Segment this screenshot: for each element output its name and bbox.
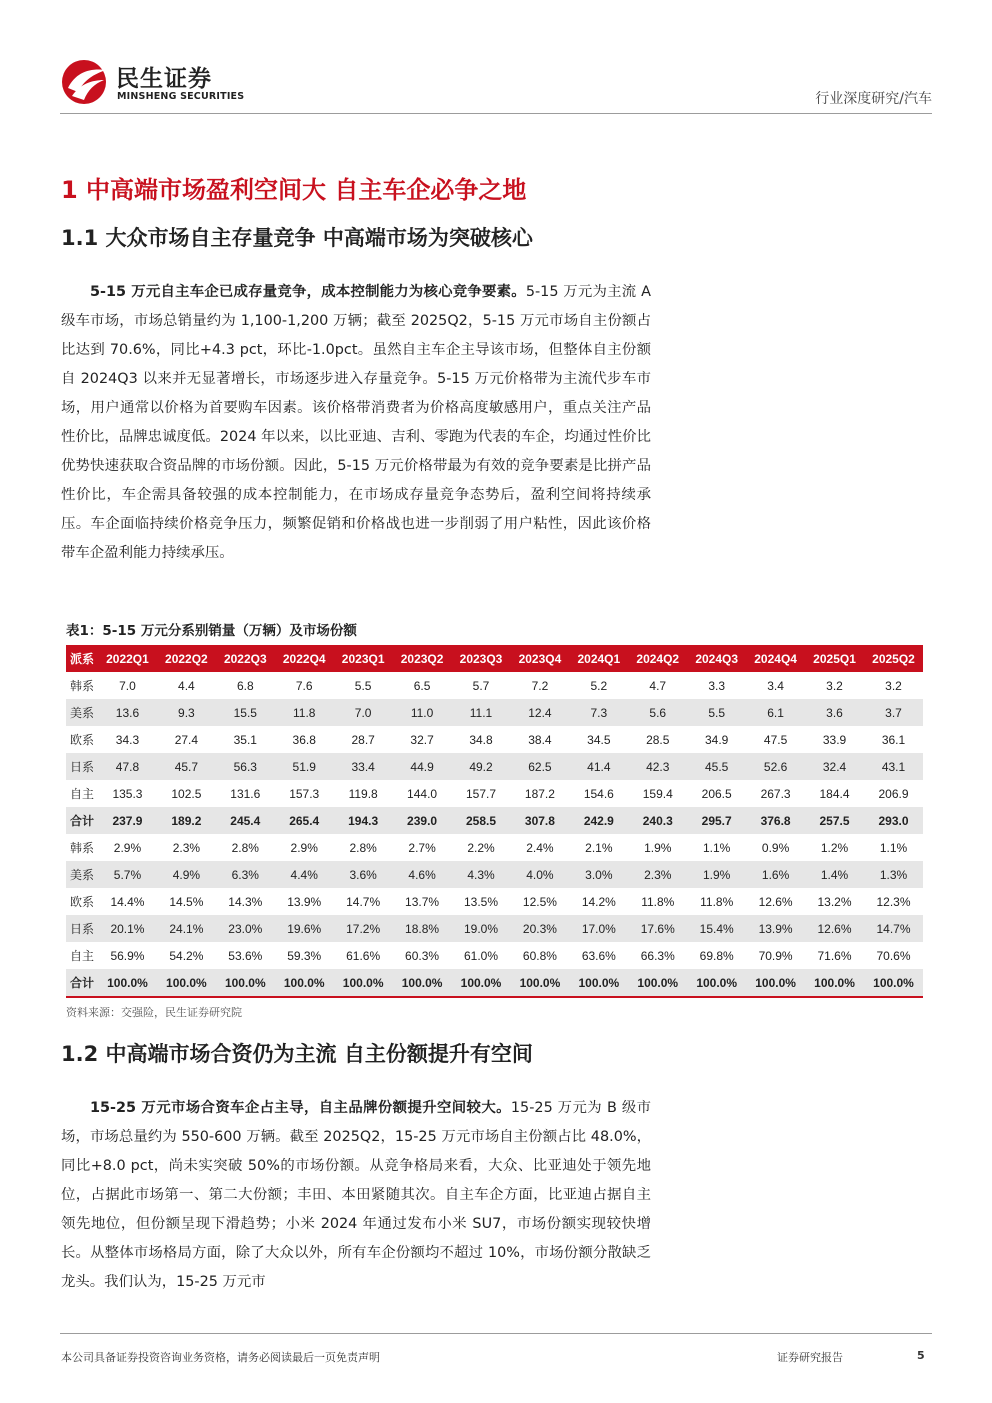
table-source: 资料来源：交强险，民生证券研究院 xyxy=(66,1006,242,1019)
row-label-cell: 韩系 xyxy=(69,679,94,693)
table-cell: 19.0% xyxy=(452,915,511,942)
table-cell: 100.0% xyxy=(216,969,275,997)
table-cell: 69.8% xyxy=(699,948,734,963)
table-cell: 38.4 xyxy=(528,732,552,747)
row-label-cell: 美系 xyxy=(66,861,98,888)
table-row xyxy=(66,807,923,834)
table-cell: 41.4 xyxy=(569,753,628,780)
table-cell: 71.6% xyxy=(817,948,852,963)
table-header-cell: 2022Q4 xyxy=(275,645,334,672)
table-cell: 119.8 xyxy=(348,786,378,801)
table-cell: 4.3% xyxy=(452,861,511,888)
table-cell: 34.5 xyxy=(587,732,611,747)
table-cell: 7.3 xyxy=(569,699,628,726)
section-1-1-lead: 5-15 万元自主车企已成存量竞争，成本控制能力为核心竞争要素。 xyxy=(90,284,526,300)
table-cell: 100.0% xyxy=(805,969,864,997)
table-cell: 62.5 xyxy=(510,753,569,780)
table-header-cell: 2025Q1 xyxy=(805,645,864,672)
table-cell: 1.1% xyxy=(879,840,908,855)
table-cell: 100.0% xyxy=(334,969,393,997)
table-cell: 35.1 xyxy=(233,732,257,747)
table-cell: 47.5 xyxy=(763,732,788,747)
table-cell: 1.4% xyxy=(805,861,864,888)
table-cell: 15.5 xyxy=(216,699,275,726)
table-row xyxy=(66,888,923,915)
table-cell: 157.7 xyxy=(465,786,496,801)
table-cell: 33.9 xyxy=(822,732,847,747)
table-cell: 3.2 xyxy=(885,678,902,693)
table-cell: 14.2% xyxy=(581,894,616,909)
table-row xyxy=(66,834,923,861)
table-header-cell: 2022Q1 xyxy=(98,645,157,672)
table-cell: 12.5% xyxy=(522,894,557,909)
table-cell: 2.8% xyxy=(349,840,377,855)
table-cell: 24.1% xyxy=(157,915,216,942)
table-cell: 3.6% xyxy=(334,861,393,888)
table-cell: 34.9 xyxy=(705,732,729,747)
table-cell: 36.1 xyxy=(881,732,906,747)
table-cell: 42.3 xyxy=(628,753,687,780)
table-cell: 19.6% xyxy=(275,915,334,942)
table-cell: 60.3% xyxy=(405,948,440,963)
table-cell: 100.0% xyxy=(452,969,511,997)
table-header-cell: 2023Q2 xyxy=(393,645,452,672)
table-cell: 17.2% xyxy=(334,915,393,942)
table-cell: 2.8% xyxy=(231,840,259,855)
table-cell: 20.1% xyxy=(98,915,157,942)
table-cell: 13.9% xyxy=(287,894,322,909)
row-label-cell: 日系 xyxy=(66,753,98,780)
table-header-cell: 2023Q4 xyxy=(510,645,569,672)
table-header-cell: 2024Q4 xyxy=(746,645,805,672)
table-cell: 6.1 xyxy=(746,699,805,726)
table-cell: 17.0% xyxy=(569,915,628,942)
table-cell: 61.0% xyxy=(463,948,498,963)
table-cell: 17.6% xyxy=(628,915,687,942)
table-cell: 307.8 xyxy=(510,807,569,834)
section-1-2-lead: 15-25 万元市场合资车企占主导，自主品牌份额提升空间较大。 xyxy=(90,1100,511,1116)
table-cell: 237.9 xyxy=(98,807,157,834)
table-cell: 157.3 xyxy=(289,786,320,801)
table-cell: 61.6% xyxy=(346,948,381,963)
table-cell: 23.0% xyxy=(216,915,275,942)
logo-chinese-name: 民生证券 xyxy=(116,66,212,92)
row-label-cell: 美系 xyxy=(66,699,98,726)
table-cell: 33.4 xyxy=(334,753,393,780)
table-cell: 144.0 xyxy=(407,786,438,801)
table-cell: 293.0 xyxy=(864,807,923,834)
table-header-cell: 2025Q2 xyxy=(864,645,923,672)
table-cell: 100.0% xyxy=(687,969,746,997)
table-cell: 6.8 xyxy=(236,678,254,693)
table-cell: 184.4 xyxy=(819,786,850,801)
table-cell: 295.7 xyxy=(687,807,746,834)
table-cell: 187.2 xyxy=(524,786,555,801)
table-cell: 7.0 xyxy=(334,699,393,726)
table-cell: 45.7 xyxy=(157,753,216,780)
table-cell: 3.3 xyxy=(708,678,726,693)
table-cell: 5.5 xyxy=(354,678,372,693)
row-label-cell: 合计 xyxy=(66,807,98,834)
table-cell: 131.6 xyxy=(230,786,261,801)
table-cell: 189.2 xyxy=(157,807,216,834)
table-cell: 6.3% xyxy=(216,861,275,888)
table-cell: 12.3% xyxy=(876,894,911,909)
table-cell: 12.4 xyxy=(510,699,569,726)
section-1-1-title: 1.1 大众市场自主存量竞争 中高端市场为突破核心 xyxy=(61,226,533,250)
table-row xyxy=(66,969,923,997)
table-cell: 36.8 xyxy=(292,732,316,747)
table-cell: 11.1 xyxy=(452,699,511,726)
section-1-2-paragraph xyxy=(61,1094,651,1297)
table-cell: 1.2% xyxy=(820,840,849,855)
table-cell: 14.7% xyxy=(346,894,381,909)
table-cell: 100.0% xyxy=(746,969,805,997)
header-divider xyxy=(60,113,932,114)
table-header-cell: 2022Q2 xyxy=(157,645,216,672)
table-cell: 3.4 xyxy=(767,678,784,693)
table-cell: 2.9% xyxy=(113,840,142,855)
sales-share-table xyxy=(66,645,923,998)
table-cell: 44.9 xyxy=(393,753,452,780)
table-cell: 59.3% xyxy=(287,948,322,963)
row-label-cell: 自主 xyxy=(69,949,94,963)
table-cell: 159.4 xyxy=(642,786,673,801)
row-label-cell: 韩系 xyxy=(69,841,94,855)
table-cell: 7.2 xyxy=(531,678,549,693)
table-cell: 14.5% xyxy=(169,894,204,909)
table-cell: 4.9% xyxy=(157,861,216,888)
table-cell: 7.6 xyxy=(295,678,313,693)
table-cell: 15.4% xyxy=(687,915,746,942)
table-cell: 11.8 xyxy=(275,699,334,726)
table-cell: 18.8% xyxy=(393,915,452,942)
table-cell: 206.9 xyxy=(878,786,909,801)
page-header xyxy=(60,58,932,114)
table-cell: 2.4% xyxy=(526,840,554,855)
table-cell: 5.7% xyxy=(98,861,157,888)
row-label-cell: 欧系 xyxy=(69,733,94,747)
table-cell: 7.0 xyxy=(119,678,136,693)
table-cell: 5.6 xyxy=(628,699,687,726)
table-cell: 3.2 xyxy=(826,678,843,693)
table-cell: 70.9% xyxy=(758,948,793,963)
logo-english-name: MINSHENG SECURITIES xyxy=(117,91,245,102)
table-cell: 11.0 xyxy=(393,699,452,726)
footer-disclaimer: 本公司具备证券投资咨询业务资格，请务必阅读最后一页免责声明 xyxy=(61,1351,380,1364)
table-cell: 100.0% xyxy=(510,969,569,997)
table-cell: 1.9% xyxy=(644,840,672,855)
table-cell: 13.9% xyxy=(746,915,805,942)
table-header-cell: 2022Q3 xyxy=(216,645,275,672)
table-cell: 102.5 xyxy=(171,786,202,801)
table-cell: 100.0% xyxy=(628,969,687,997)
table-header-cell: 派系 xyxy=(66,645,98,672)
table-row xyxy=(66,726,923,753)
table-cell: 100.0% xyxy=(275,969,334,997)
table-cell: 34.3 xyxy=(115,732,140,747)
table-cell: 28.7 xyxy=(351,732,375,747)
table-cell: 3.6 xyxy=(805,699,864,726)
table-cell: 11.8% xyxy=(641,894,675,909)
table-title: 表1：5-15 万元分系别销量（万辆）及市场份额 xyxy=(66,623,357,639)
row-label-cell: 日系 xyxy=(66,915,98,942)
table-cell: 2.7% xyxy=(408,840,436,855)
table-cell: 34.8 xyxy=(469,732,493,747)
table-cell: 4.4 xyxy=(178,678,195,693)
table-cell: 70.6% xyxy=(876,948,911,963)
table-header-cell: 2024Q3 xyxy=(687,645,746,672)
section-1-2-title: 1.2 中高端市场合资仍为主流 自主份额提升有空间 xyxy=(61,1042,533,1066)
table-cell: 135.3 xyxy=(112,786,143,801)
table-cell: 56.9% xyxy=(110,948,145,963)
table-cell: 11.8% xyxy=(700,894,734,909)
table-cell: 2.9% xyxy=(290,840,318,855)
table-cell: 257.5 xyxy=(805,807,864,834)
table-cell: 14.7% xyxy=(864,915,923,942)
table-header-row xyxy=(66,645,923,672)
table-cell: 27.4 xyxy=(174,732,199,747)
table-cell: 100.0% xyxy=(98,969,157,997)
table-cell: 4.6% xyxy=(393,861,452,888)
table-cell: 194.3 xyxy=(334,807,393,834)
section-1-2-body: 15-25 万元为 B 级市场，市场总量约为 550-600 万辆。截至 2025Q2，15-25 万元市场自主份额占比 48.0%，同比+8.0 pct，尚未实突破 50%的市场份额。从竞争格局来看，大众、比亚迪处于领先地位，占据此市场第一、第二大份额；丰田、本田紧随其次。自主车企方面，比亚迪占据自主领先地位，但份额呈现下滑趋势；小米 2024 年通过发布小米 SU7，市场份额实现较快增长。从整体市场格局方面，除了大众以外，所有车企份额均不超过 10%，市场份额分散缺乏龙头。我们认为，15-25 万元市 xyxy=(61,1100,651,1290)
row-label-cell: 合计 xyxy=(66,969,98,997)
table-cell: 20.3% xyxy=(510,915,569,942)
table-cell: 245.4 xyxy=(216,807,275,834)
table-cell: 14.4% xyxy=(110,894,145,909)
table-cell: 1.6% xyxy=(746,861,805,888)
row-label-cell: 自主 xyxy=(69,787,94,801)
table-row xyxy=(66,699,923,726)
table-cell: 32.7 xyxy=(410,732,434,747)
table-cell: 2.2% xyxy=(467,840,495,855)
table-row xyxy=(66,672,923,699)
table-cell: 12.6% xyxy=(758,894,793,909)
table-cell: 5.2 xyxy=(590,678,608,693)
table-cell: 240.3 xyxy=(628,807,687,834)
table-cell: 9.3 xyxy=(157,699,216,726)
table-cell: 47.8 xyxy=(98,753,157,780)
table-cell: 60.8% xyxy=(522,948,557,963)
table-row xyxy=(66,861,923,888)
table-cell: 4.4% xyxy=(275,861,334,888)
table-cell: 13.2% xyxy=(817,894,852,909)
minsheng-logo-icon xyxy=(60,58,112,106)
table-cell: 100.0% xyxy=(569,969,628,997)
table-cell: 100.0% xyxy=(864,969,923,997)
report-category: 行业深度研究/汽车 xyxy=(815,91,932,107)
table-cell: 45.5 xyxy=(687,753,746,780)
table-cell: 2.1% xyxy=(585,840,613,855)
table-cell: 1.3% xyxy=(864,861,923,888)
table-row xyxy=(66,780,923,807)
table-cell: 12.6% xyxy=(805,915,864,942)
table-cell: 242.9 xyxy=(569,807,628,834)
page-number: 5 xyxy=(917,1349,925,1362)
table-cell: 13.5% xyxy=(463,894,498,909)
table-cell: 52.6 xyxy=(746,753,805,780)
table-cell: 14.3% xyxy=(228,894,263,909)
table-cell: 5.7 xyxy=(472,678,490,693)
table-header-cell: 2024Q1 xyxy=(569,645,628,672)
table-cell: 1.1% xyxy=(703,840,731,855)
table-cell: 100.0% xyxy=(157,969,216,997)
table-cell: 4.7 xyxy=(649,678,667,693)
table-cell: 100.0% xyxy=(393,969,452,997)
table-cell: 239.0 xyxy=(393,807,452,834)
table-cell: 13.6 xyxy=(98,699,157,726)
table-header-cell: 2023Q3 xyxy=(452,645,511,672)
section-1-1-paragraph xyxy=(61,278,651,568)
table-cell: 2.3% xyxy=(172,840,201,855)
row-label-cell: 欧系 xyxy=(69,895,94,909)
table-cell: 43.1 xyxy=(864,753,923,780)
table-cell: 206.5 xyxy=(701,786,732,801)
table-cell: 53.6% xyxy=(228,948,263,963)
table-cell: 63.6% xyxy=(581,948,616,963)
section-1-1-body: 5-15 万元为主流 A 级车市场，市场总销量约为 1,100-1,200 万辆；截至 2025Q2，5-15 万元市场自主份额占比达到 70.6%，同比+4.3 pct，环比-1.0pct。虽然自主车企主导该市场，但整体自主份额自 2024Q3 以来并无显著增长，市场逐步进入存量竞争。5-15 万元价格带为主流代步车市场，用户通常以价格为首要购车因素。该价格带消费者为价格高度敏感用户，重点关注产品性价比，品牌忠诚度低。2024 年以来，以比亚迪、吉利、零跑为代表的车企，均通过性价比优势快速获取合资品牌的市场份额。因此，5-15 万元价格带最为有效的竞争要素是比拼产品性价比，车企需具备较强的成本控制能力，在市场成存量竞争态势后，盈利空间将持续承压。车企面临持续价格竞争压力，频繁促销和价格战也进一步削弱了用户粘性，因此该价格带车企盈利能力持续承压。 xyxy=(61,284,651,561)
table-cell: 4.0% xyxy=(510,861,569,888)
table-cell: 1.9% xyxy=(687,861,746,888)
section-1-title: 1 中高端市场盈利空间大 自主车企必争之地 xyxy=(61,176,527,204)
table-cell: 265.4 xyxy=(275,807,334,834)
table-cell: 3.0% xyxy=(569,861,628,888)
footer-divider xyxy=(60,1333,932,1334)
table-cell: 5.5 xyxy=(687,699,746,726)
table-cell: 6.5 xyxy=(413,678,431,693)
table-cell: 154.6 xyxy=(583,786,614,801)
table-cell: 49.2 xyxy=(452,753,511,780)
table-cell: 376.8 xyxy=(746,807,805,834)
table-row xyxy=(66,753,923,780)
table-cell: 32.4 xyxy=(805,753,864,780)
table-cell: 3.7 xyxy=(864,699,923,726)
table-cell: 66.3% xyxy=(640,948,675,963)
table-cell: 2.3% xyxy=(628,861,687,888)
table-header-cell: 2023Q1 xyxy=(334,645,393,672)
table-cell: 51.9 xyxy=(275,753,334,780)
table-cell: 13.7% xyxy=(405,894,440,909)
table-cell: 258.5 xyxy=(452,807,511,834)
table-row xyxy=(66,915,923,942)
table-header-cell: 2024Q2 xyxy=(628,645,687,672)
table-cell: 54.2% xyxy=(169,948,204,963)
table-row xyxy=(66,942,923,969)
footer-report-type: 证券研究报告 xyxy=(777,1351,843,1364)
table-cell: 28.5 xyxy=(646,732,670,747)
table-cell: 267.3 xyxy=(760,786,791,801)
table-cell: 56.3 xyxy=(216,753,275,780)
table-cell: 0.9% xyxy=(761,840,790,855)
